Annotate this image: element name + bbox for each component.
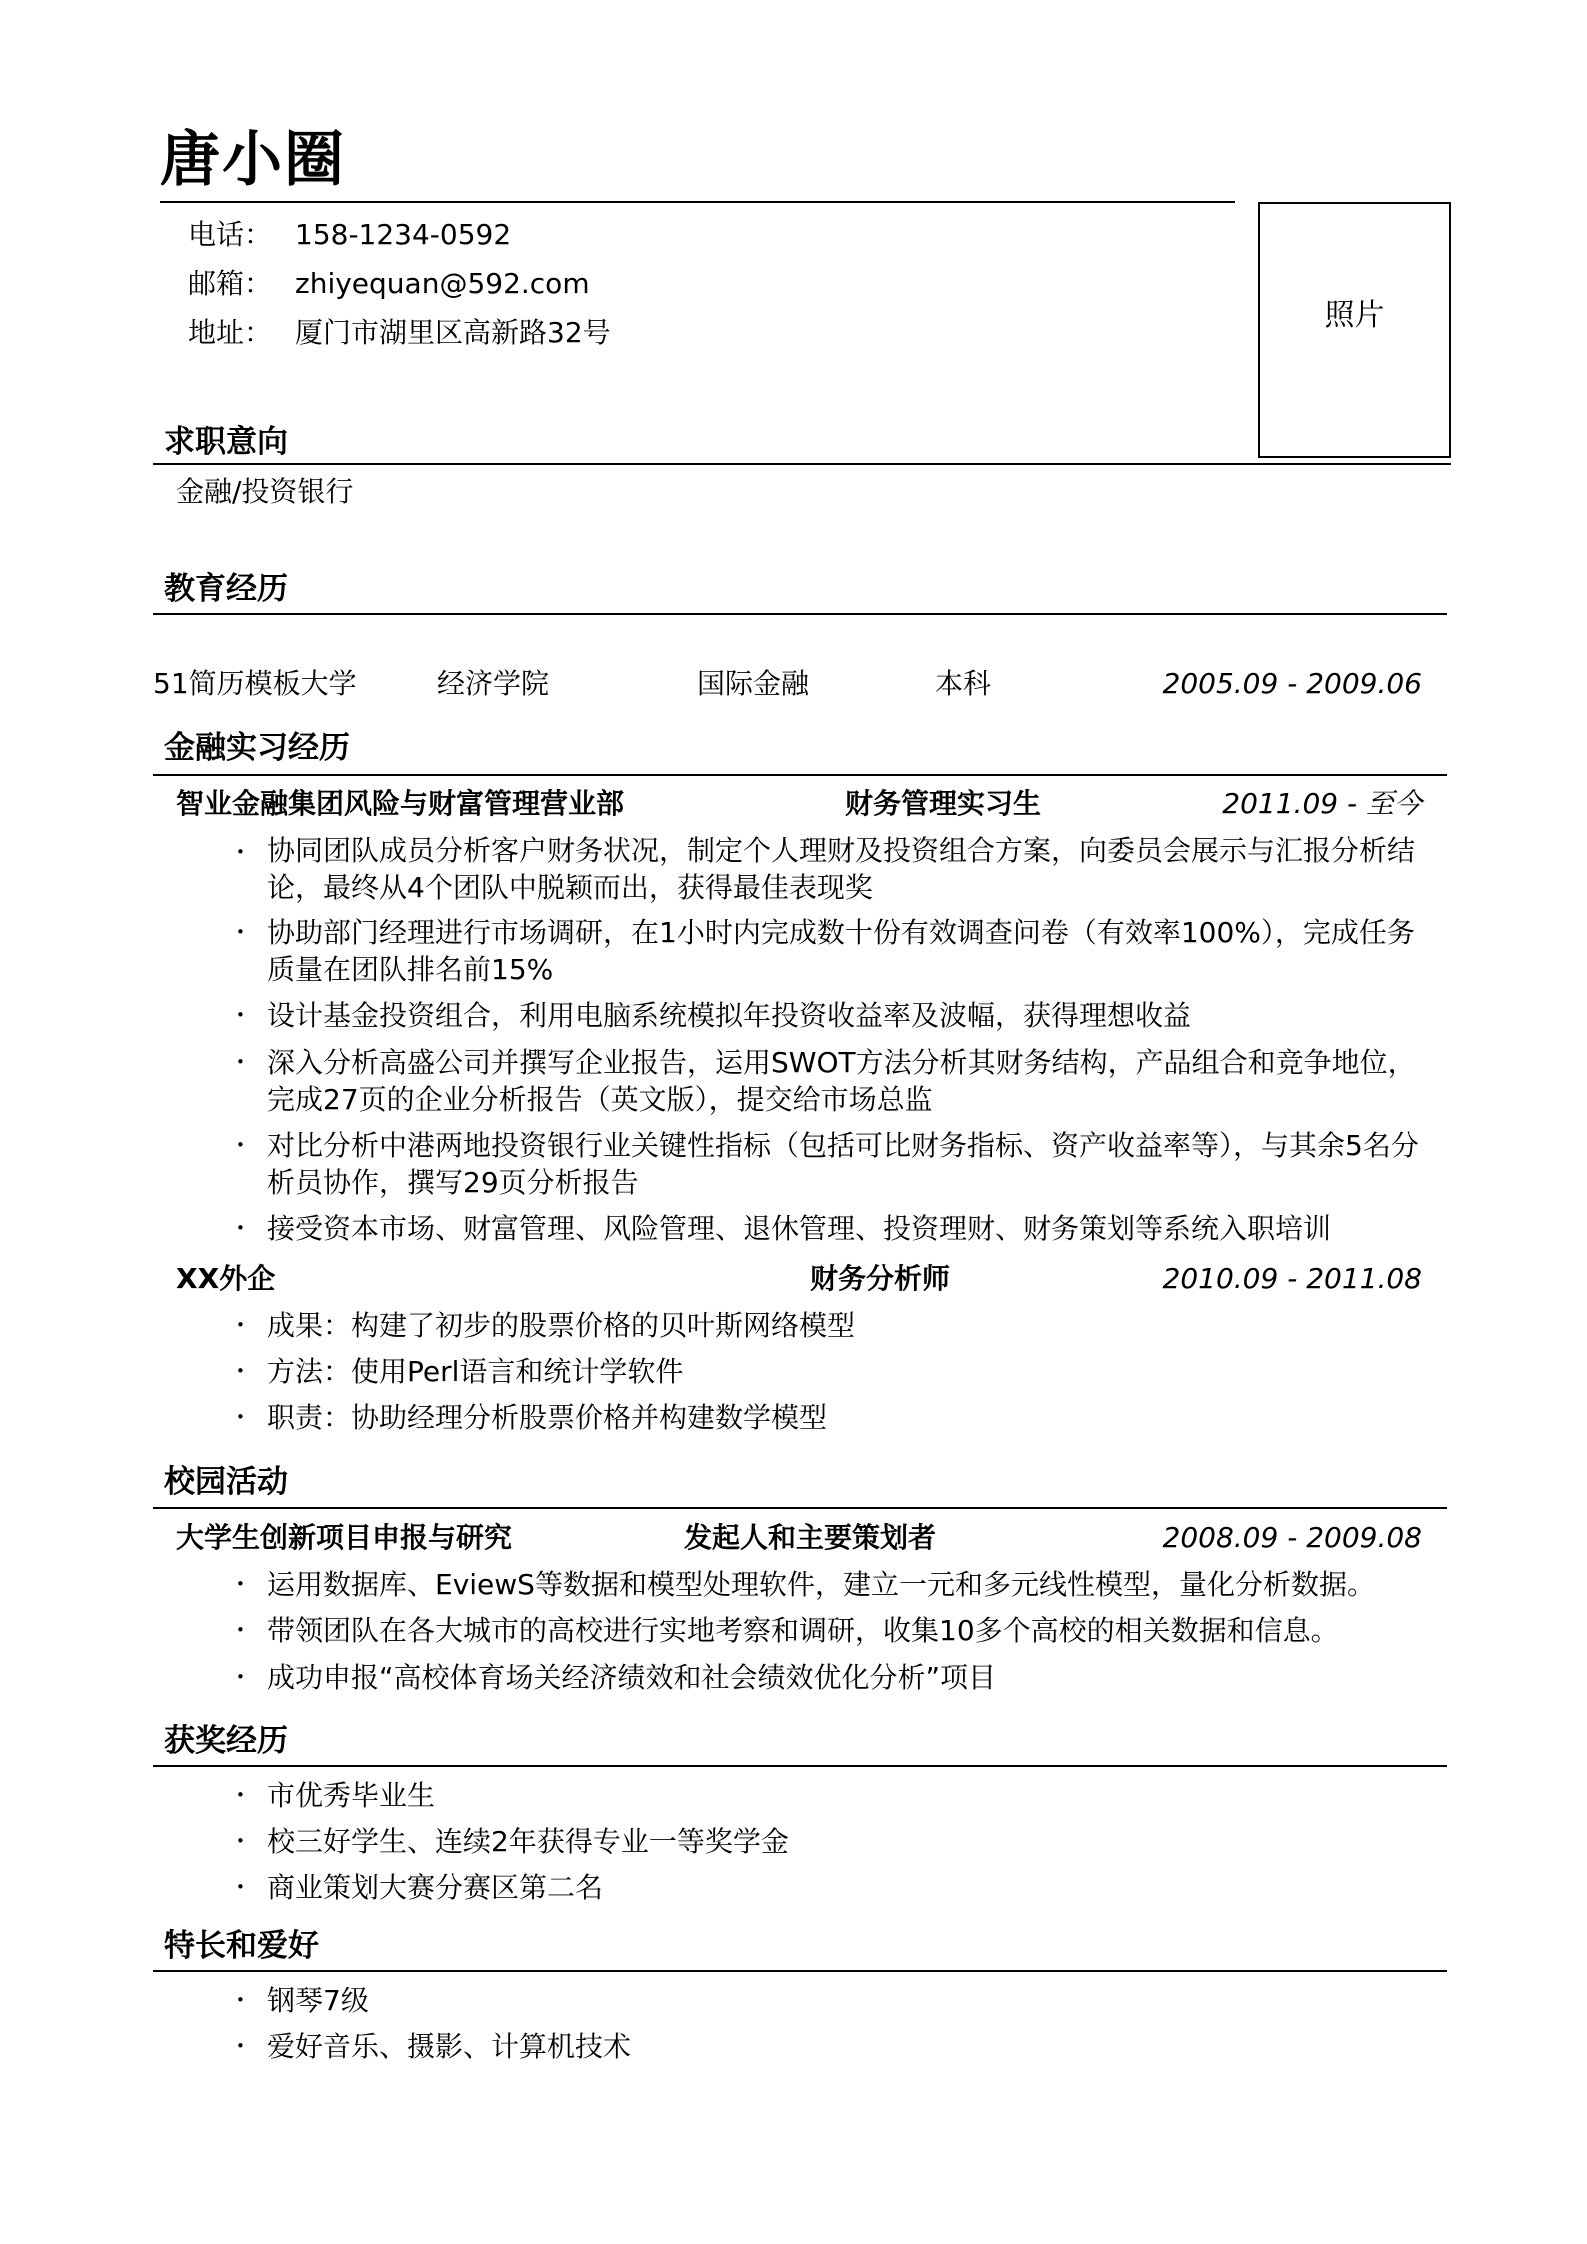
campus-bullet-2: 带领团队在各大城市的高校进行实地考察和调研，收集10多个高校的相关数据和信息。 (267, 1614, 1339, 1647)
bullet-dot: • (236, 1621, 245, 1639)
edu-major: 国际金融 (697, 667, 810, 700)
bullet-dot: • (236, 1408, 245, 1426)
bullet-dot: • (236, 1832, 245, 1850)
job2-company-prefix: XX (176, 1262, 220, 1295)
name-divider (160, 201, 1235, 203)
campus-bullet-3: 成功申报“高校体育场关经济绩效和社会绩效优化分析”项目 (267, 1661, 997, 1694)
awards-bullet-1: 市优秀毕业生 (267, 1779, 436, 1812)
address-row (188, 313, 611, 353)
section-title-hobbies: 特长和爱好 (164, 1928, 319, 1964)
edu-degree: 本科 (935, 667, 992, 700)
hobbies-bullet-1: 钢琴7级 (267, 1984, 369, 2017)
section-title-awards: 获奖经历 (164, 1723, 288, 1759)
job1-period (1222, 784, 1422, 824)
address-value: 厦门市湖里区高新路32号 (295, 316, 611, 349)
bullet-dot: • (236, 843, 245, 861)
edu-college: 经济学院 (437, 667, 550, 700)
job2-bullet-1: 成果：构建了初步的股票价格的贝叶斯网络模型 (267, 1309, 856, 1342)
awards-bullet-2: 校三好学生、连续2年获得专业一等奖学金 (267, 1825, 789, 1858)
job1-company: 智业金融集团风险与财富管理营业部 (176, 787, 625, 820)
bullet-dot: • (236, 2037, 245, 2055)
section-rule-intent (153, 463, 1451, 465)
campus-bullet-1: 运用数据库、EviewS等数据和模型处理软件，建立一元和多元线性模型，量化分析数据。 (267, 1568, 1375, 1601)
job2-period: 2010.09 - 2011.08 (1162, 1262, 1422, 1295)
section-title-intent: 求职意向 (164, 424, 288, 460)
email-label: 邮箱： (188, 267, 273, 300)
bullet-dot: • (236, 1878, 245, 1896)
email-row (188, 264, 590, 304)
phone-value: 158-1234-0592 (295, 218, 512, 251)
job1-period-end: 至今 (1365, 787, 1422, 820)
edu-period: 2005.09 - 2009.06 (1162, 667, 1422, 700)
phone-label: 电话： (188, 218, 273, 251)
bullet-dot: • (236, 1362, 245, 1380)
campus-period: 2008.09 - 2009.08 (1162, 1521, 1422, 1554)
job2-role: 财务分析师 (810, 1262, 951, 1295)
bullet-dot: • (236, 923, 245, 941)
section-rule-internship (153, 774, 1447, 776)
candidate-name: 唐小圈 (160, 125, 346, 195)
job1-period-start: 2011.09 - (1222, 787, 1366, 820)
job1-role: 财务管理实习生 (845, 787, 1042, 820)
job1-bullet-5: 对比分析中港两地投资银行业关键性指标（包括可比财务指标、资产收益率等），与其余5名分析员协作，撰写29页分析报告 (267, 1129, 1419, 1199)
section-title-internship: 金融实习经历 (164, 730, 350, 766)
job1-bullet-1: 协同团队成员分析客户财务状况，制定个人理财及投资组合方案，向委员会展示与汇报分析结论，最终从4个团队中脱颖而出，获得最佳表现奖 (267, 834, 1416, 904)
section-rule-hobbies (153, 1970, 1447, 1972)
address-label: 地址： (188, 316, 273, 349)
job2-bullet-2: 方法：使用Perl语言和统计学软件 (267, 1355, 684, 1388)
job1-bullet-6: 接受资本市场、财富管理、风险管理、退休管理、投资理财、财务策划等系统入职培训 (267, 1212, 1332, 1245)
awards-bullet-3: 商业策划大赛分赛区第二名 (267, 1871, 604, 1904)
photo-placeholder (1258, 202, 1451, 458)
bullet-dot: • (236, 1136, 245, 1154)
bullet-dot: • (236, 1053, 245, 1071)
campus-role: 发起人和主要策划者 (684, 1521, 937, 1554)
job2-bullet-3: 职责：协助经理分析股票价格并构建数学模型 (267, 1401, 828, 1434)
section-rule-campus (153, 1507, 1447, 1509)
bullet-dot: • (236, 1006, 245, 1024)
bullet-dot: • (236, 1991, 245, 2009)
bullet-dot: • (236, 1316, 245, 1334)
bullet-dot: • (236, 1575, 245, 1593)
edu-school: 51简历模板大学 (153, 667, 357, 700)
job2-company (176, 1259, 275, 1299)
email-value: zhiyequan@592.com (295, 267, 590, 300)
bullet-dot: • (236, 1668, 245, 1686)
section-title-education: 教育经历 (164, 571, 288, 607)
section-rule-education (153, 613, 1447, 615)
hobbies-bullet-2: 爱好音乐、摄影、计算机技术 (267, 2030, 632, 2063)
photo-label: 照片 (1324, 298, 1385, 333)
job1-bullet-4: 深入分析高盛公司并撰写企业报告，运用SWOT方法分析其财务结构，产品组合和竞争地位，完成27页的企业分析报告（英文版），提交给市场总监 (267, 1046, 1416, 1116)
job2-company-suffix: 外企 (219, 1262, 276, 1295)
campus-project: 大学生创新项目申报与研究 (176, 1521, 513, 1554)
section-rule-awards (153, 1765, 1447, 1767)
bullet-dot: • (236, 1786, 245, 1804)
job1-bullet-3: 设计基金投资组合，利用电脑系统模拟年投资收益率及波幅，获得理想收益 (267, 999, 1192, 1032)
job1-bullet-2: 协助部门经理进行市场调研，在1小时内完成数十份有效调查问卷（有效率100%），完成任务质量在团队排名前15% (267, 916, 1415, 986)
phone-row (188, 215, 511, 255)
bullet-dot: • (236, 1219, 245, 1237)
section-title-campus: 校园活动 (164, 1464, 288, 1500)
intent-value: 金融/投资银行 (176, 475, 354, 508)
